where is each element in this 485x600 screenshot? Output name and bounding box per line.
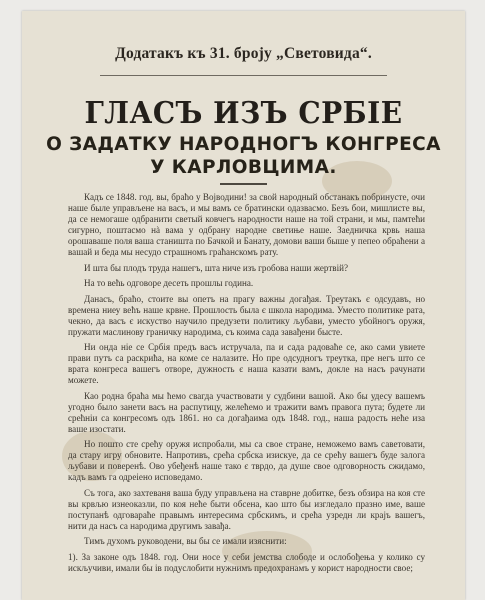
body-paragraph: На то већь одговоре десеть прошлы година.	[84, 278, 254, 288]
document-subtitle: О ЗАДАТКУ НАРОДНОГЪ КОНГРЕСА	[46, 134, 441, 155]
body-paragraph: Съ тога, ако захтеваня ваша буду управљена на ставрне добитке, безъ обзира на коя сте вы крвљю изнеоказли, по коя неће быти обсена, као што бы изгледало празно име, ваше поступанѣ одговараће правымъ интересима србскимъ, и срећа узредн ли крајъ вашегъ, нити да насъ са народима другимъ завађа.	[68, 487, 425, 531]
supplement-heading: Додатакъ къ 31. броју „Световида“.	[115, 45, 372, 62]
document-body	[68, 192, 425, 578]
header-rule	[100, 75, 387, 76]
body-paragraph: И шта бы плодъ труда нашегъ, шта ниче изъ гробова наши жертвій?	[84, 262, 349, 273]
body-paragraph: Кадъ се 1848. год. вы, браћо у Војводини! за свой народный обстанакъ побринусте, очи наше быле управљене на васъ, и мы вамъ се братински одазвасмо. Безъ бои, мишлисте вы, да се немогаше одбранити светый ковчегъ народности наше на той страни, и мы, памтећи сигурно, поштасмо нà вама у одбрану народне светиње наше. Заедничка крвь наша орошаваше поля ваша станишта по Бачкой и Банату, домови ваши быше у пепео обраћени а вашай и беда мы несудо страшномъ граћанскомъ рату.	[68, 192, 425, 257]
body-paragraph: Данасъ, браћо, стоите вы опетъ на прагу важны догађая. Треутакъ є одсудавъ, но времена ниеу већъ наше крвне. Прошлость была є школа народима. Уместо политике рата, чекно, да васъ є искуство научило предузети политику љубави, уместо убойногъ оружя, пружати маслинову граничку народима, съ коима сада завађени бысте.	[68, 293, 425, 337]
title-rule	[220, 183, 267, 185]
body-paragraph: Као родна браћа мы ћемо свагда участвовати у судбини вашой. Ако бы удесу вашемъ угодно было занети васъ на распутицу, желећемо и тражити вамъ правога пута; будете ли срећніи са конгресомъ одъ 1861. но са догађаима одъ 1848. год., наша радость неће иза ваше изостати.	[68, 390, 425, 434]
numbered-paragraph: 1). За законе одъ 1848. год. Они носе у себи јемства слободе и ослобођења у колико су искључиви, имали бы ів подуслобити нужнимъ предохранамъ у корист народности свое;	[68, 551, 425, 573]
body-paragraph: Ни онда ніе се Србія предъ васъ истручала, па и сада радоваће се, ако сами увиете прави путъ са раскрића, на коме се налазите. Но пре одсудногъ треутка, пре негъ што се врата конгреса вашегъ отворе, дужность є наша казати вамъ, докле на насъ рачунати можете.	[68, 342, 425, 385]
document-sheet	[22, 11, 465, 600]
body-paragraph: Но пошто сте срећу оружя испробали, мы са свое стране, неможемо вамъ саветовати, да стару игру обновите. Напротивъ, срећа србска изискуе, да се срећу вашегъ буде залога љубави и поверенѣ. Ово убеђенѣ наше тако є тврдо, да душе свое одговорность сжидамо, кадъ вамъ га одреіено исповедамо.	[68, 439, 425, 482]
body-paragraph: Тимъ духомъ руководени, вы бы се имали изяснити:	[84, 536, 287, 546]
document-title: ГЛАСЪ ИЗЪ СРБІЕ	[84, 94, 403, 131]
document-subtitle-line2: У КАРЛОВЦИМА.	[150, 157, 337, 178]
